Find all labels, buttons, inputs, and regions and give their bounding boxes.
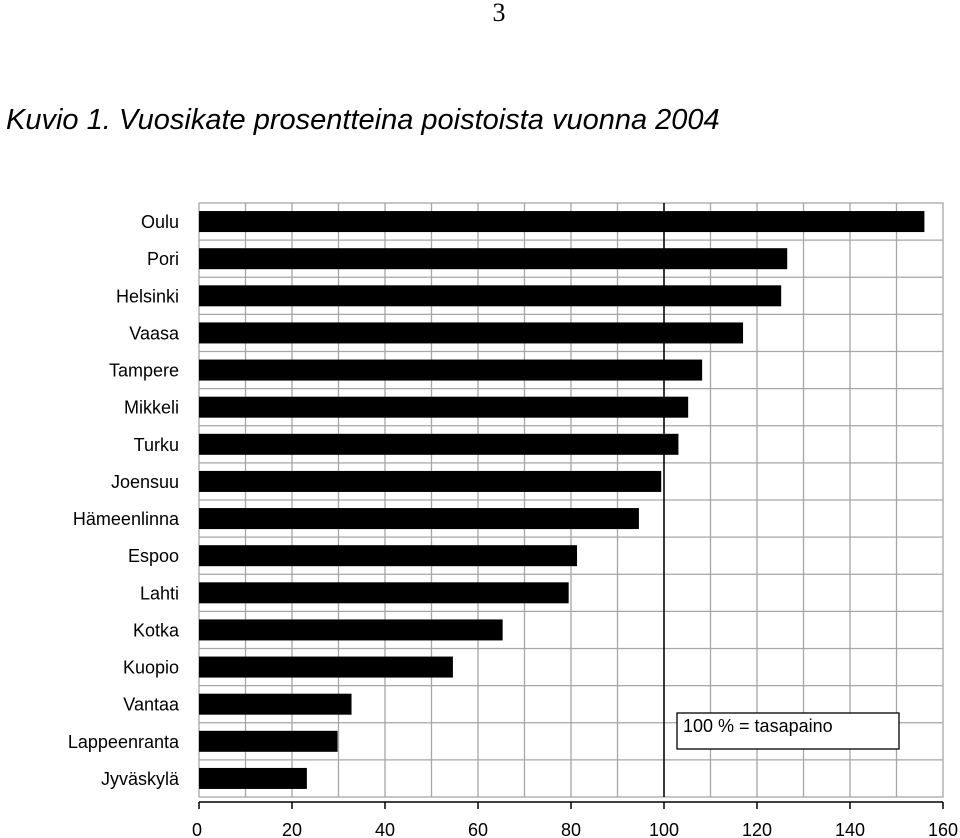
bar: [199, 694, 352, 715]
bar: [199, 657, 453, 678]
annotation-text: 100 % = tasapaino: [683, 716, 833, 736]
bar: [199, 211, 924, 232]
x-tick-label: 160: [927, 820, 958, 838]
bar: [199, 471, 661, 492]
x-tick-label: 80: [560, 820, 582, 838]
bar: [199, 731, 338, 752]
category-label: Lappeenranta: [67, 731, 179, 752]
category-label: Espoo: [127, 546, 179, 567]
category-label: Kuopio: [122, 657, 179, 678]
x-tick-label: 60: [467, 820, 489, 838]
bar: [199, 434, 678, 455]
category-label: Tampere: [108, 360, 179, 381]
x-tick-label: 120: [741, 820, 773, 838]
bar: [199, 248, 787, 269]
x-tick-label: 0: [192, 820, 203, 838]
category-label: Helsinki: [115, 286, 179, 307]
bar: [199, 285, 781, 306]
category-label: Jyväskylä: [100, 768, 179, 789]
bar: [199, 582, 569, 603]
tick-labels: [192, 820, 958, 838]
category-labels: [68, 212, 180, 789]
axis-layer: [199, 802, 943, 809]
category-label: Vantaa: [123, 694, 179, 715]
category-label: Joensuu: [110, 471, 179, 492]
x-tick-label: 100: [648, 820, 680, 838]
category-label: Turku: [133, 434, 179, 455]
bar: [199, 508, 639, 529]
category-label: Kotka: [132, 620, 179, 641]
bar: [199, 768, 307, 789]
bar: [199, 619, 503, 640]
x-tick-label: 20: [281, 820, 303, 838]
category-label: Hämeenlinna: [72, 509, 179, 530]
category-label: Pori: [146, 249, 179, 270]
bar: [199, 322, 743, 343]
annotation-layer: [677, 713, 899, 749]
page-number: 3: [492, 0, 506, 27]
x-tick-label: 140: [834, 820, 866, 838]
figure-title: Kuvio 1. Vuosikate prosentteina poistoista vuonna 2004: [6, 104, 720, 136]
bar: [199, 397, 688, 418]
x-tick-label: 40: [374, 820, 396, 838]
bar: [199, 545, 577, 566]
category-label: Mikkeli: [123, 397, 179, 418]
category-label: Lahti: [139, 583, 179, 604]
bar: [199, 360, 702, 381]
category-label: Oulu: [140, 212, 179, 233]
category-label: Vaasa: [129, 323, 179, 344]
